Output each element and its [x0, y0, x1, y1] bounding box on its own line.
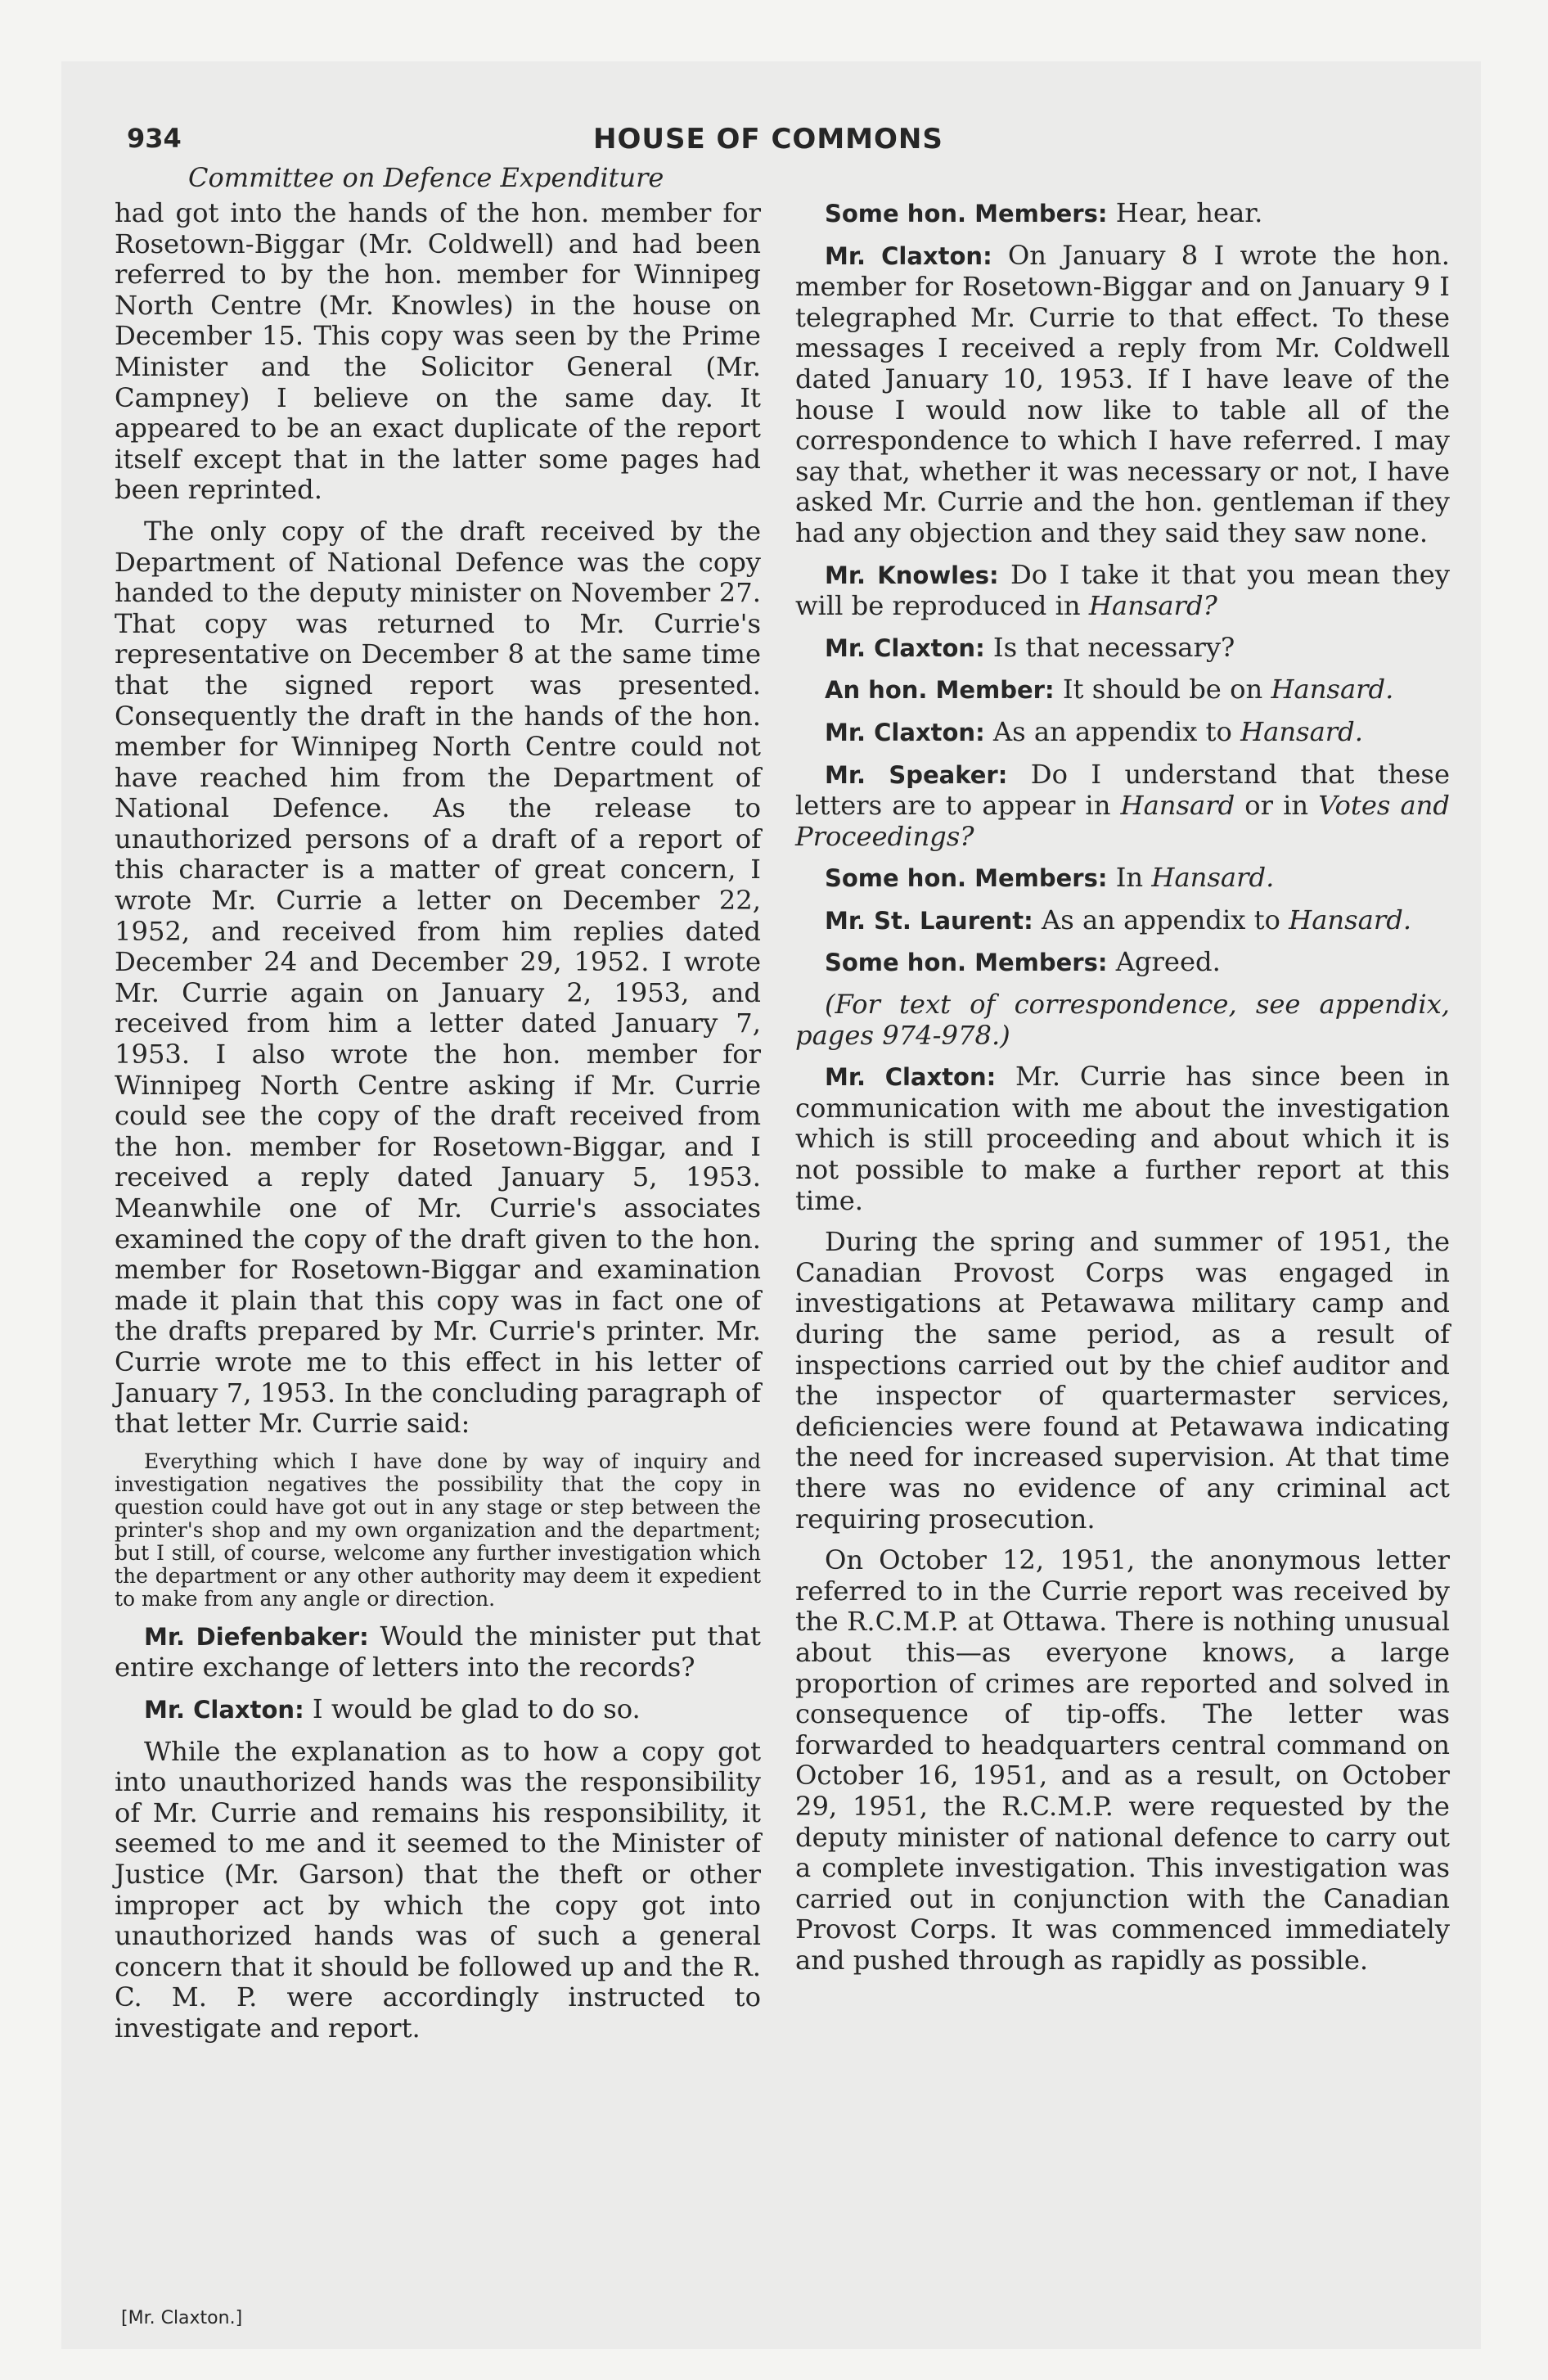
votes-italic: Votes and Proceedings?: [795, 790, 1451, 852]
speech-text: I would be glad to do so.: [312, 1693, 641, 1724]
appendix-note: (For text of correspondence, see appendix, pages 974-978.): [795, 989, 1450, 1051]
hansard-italic: Hansard.: [1240, 715, 1363, 747]
footer-speaker-tag: [Mr. Claxton.]: [121, 2308, 243, 2328]
hansard-italic: Hansard?: [1088, 590, 1217, 622]
speaker-name: An hon. Member:: [825, 676, 1055, 705]
speaker-name: Mr. Claxton:: [825, 241, 992, 270]
speech-speaker: [795, 760, 1450, 853]
speaker-name: Mr. Claxton:: [825, 718, 985, 746]
speaker-name: Some hon. Members:: [825, 864, 1108, 893]
speech-text: Do I understand that these letters are to appear in: [795, 758, 1450, 822]
speech-text: On January 8 I wrote the hon. member for Rosetown-Biggar and on January 9 I telegraphed Mr. Currie to that effect. To these messages I received a reply from Mr. Coldwell dated January 10, 1953. If I have leave of the house I would now like to table all of the correspondence to which I have referred. I may say that, whether it was necessary or not, I have asked Mr. Currie and the hon. gentleman if they had any objection and they said they saw none.: [795, 239, 1450, 548]
right-column: [795, 198, 1450, 1986]
speaker-name: Mr. Diefenbaker:: [144, 1622, 369, 1651]
speech-diefenbaker: [115, 1621, 761, 1684]
speech-claxton: [795, 241, 1450, 549]
speech-text: Hear, hear.: [1115, 197, 1263, 228]
running-title: HOUSE OF COMMONS: [593, 123, 943, 156]
speaker-name: Mr. Speaker:: [825, 760, 1008, 789]
hansard-italic: Hansard.: [1271, 674, 1394, 705]
hansard-italic: Hansard.: [1289, 904, 1412, 935]
speech-text: As an appendix to: [1042, 904, 1280, 935]
speech-members: [795, 947, 1450, 979]
speech-text: Would the minister put that entire exchange of letters into the records?: [115, 1620, 761, 1684]
speech-members: [795, 198, 1450, 230]
speech-members: [795, 863, 1450, 895]
speech-text: In: [1115, 862, 1144, 894]
speech-claxton: [115, 1694, 761, 1726]
paragraph: While the explanation as to how a copy got into unauthorized hands was the responsibility of Mr. Currie and remains his responsibility, it seemed to me and it seemed to the Minister of Justice (Mr. Garson) that the theft or other improper act by which the copy got into unauthorized hands was of such a general concern that it should be followed up and the R. C. M. P. were accordingly instructed to investigate and report.: [115, 1735, 761, 2044]
speech-text: Agreed.: [1115, 946, 1221, 978]
section-title: Committee on Defence Expenditure: [188, 162, 664, 193]
speech-text: As an appendix to: [992, 715, 1232, 747]
paragraph: The only copy of the draft received by the Department of National Defence was the copy handed to the deputy minister on November 27. That copy was returned to Mr. Currie's representative on December 8 at the same time that the signed report was presented. Consequently the draft in the hands of the hon. member for Winnipeg North Centre could not have reached him from the Department of National Defence. As the release to unauthorized persons of a draft of a report of this character is a matter of great concern, I wrote Mr. Currie a letter on December 22, 1952, and received from him replies dated December 24 and December 29, 1952. I wrote Mr. Currie again on January 2, 1953, and received from him a letter dated January 7, 1953. I also wrote the hon. member for Winnipeg North Centre asking if Mr. Currie could see the copy of the draft received from the hon. member for Rosetown-Biggar, and I received a reply dated January 5, 1953. Meanwhile one of Mr. Currie's associates examined the copy of the draft given to the hon. member for Rosetown-Biggar and examination made it plain that this copy was in fact one of the drafts prepared by Mr. Currie's printer. Mr. Currie wrote me to this effect in his letter of January 7, 1953. In the concluding paragraph of that letter Mr. Currie said:: [115, 515, 761, 1440]
speech-claxton: [795, 1062, 1450, 1216]
speech-stlaurent: [795, 905, 1450, 937]
speech-text: or in: [1244, 790, 1309, 822]
speech-text: Do I take it that you mean they will be reproduced in: [795, 558, 1451, 622]
speaker-name: Mr. Claxton:: [825, 633, 985, 662]
speaker-name: Mr. Claxton:: [144, 1695, 304, 1724]
speech-text: It should be on: [1062, 674, 1263, 705]
speech-text: Is that necessary?: [992, 631, 1235, 663]
speech-member: [795, 674, 1450, 706]
speech-knowles: [795, 560, 1450, 622]
paragraph: During the spring and summer of 1951, the Canadian Provost Corps was engaged in investigations at Petawawa military camp and during the same period, as a result of inspections carried out by the chief auditor and the inspector of quartermaster services, deficiencies were found at Petawawa indicating the need for increased supervision. At that time there was no evidence of any criminal act requiring prosecution.: [795, 1226, 1450, 1535]
hansard-italic: Hansard.: [1151, 862, 1275, 894]
left-column: [115, 198, 761, 2054]
speech-claxton: [795, 633, 1450, 665]
speaker-name: Mr. Knowles:: [825, 561, 999, 589]
paragraph: had got into the hands of the hon. member for Rosetown-Biggar (Mr. Coldwell) and had been referred to by the hon. member for Winnipeg North Centre (Mr. Knowles) in the house on December 15. This copy was seen by the Prime Minister and the Solicitor General (Mr. Campney) I believe on the same day. It appeared to be an exact duplicate of the report itself except that in the latter some pages had been reprinted.: [115, 197, 761, 506]
page-number: 934: [127, 123, 182, 154]
speaker-name: Some hon. Members:: [825, 949, 1108, 977]
speech-text: Mr. Currie has since been in communication with me about the investigation which is still proceeding and about which it is not possible to make a further report at this time.: [795, 1061, 1451, 1216]
hansard-italic: Hansard: [1120, 790, 1235, 822]
paragraph: On October 12, 1951, the anonymous letter referred to in the Currie report was received by the R.C.M.P. at Ottawa. There is nothing unusual about this—as everyone knows, a large proportion of crimes are reported and solved in consequence of tip-offs. The letter was forwarded to headquarters central command on October 16, 1951, and as a result, on October 29, 1951, the R.C.M.P. were requested by the deputy minister of national defence to carry out a complete investigation. This investigation was carried out in conjunction with the Canadian Provost Corps. It was commenced immediately and pushed through as rapidly as possible.: [795, 1544, 1450, 1976]
speech-claxton: [795, 717, 1450, 749]
speaker-name: Mr. St. Laurent:: [825, 906, 1033, 935]
page-header: [127, 123, 1444, 164]
block-quote: Everything which I have done by way of inquiry and investigation negatives the possibility that the copy in question could have got out in any stage or step between the printer's shop and my own organization and the department; but I still, of course, welcome any further investigation which the department or any other authority may deem it expedient to make from any angle or direction.: [115, 1449, 761, 1611]
speaker-name: Mr. Claxton:: [825, 1063, 997, 1092]
speaker-name: Some hon. Members:: [825, 200, 1108, 228]
